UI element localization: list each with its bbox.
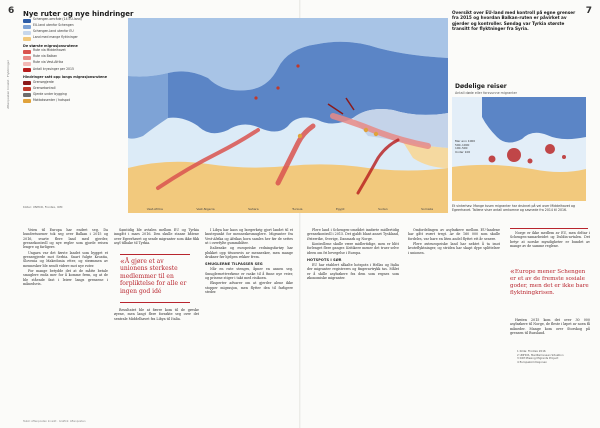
inset-legend-item: 500–1000	[455, 142, 470, 147]
footnote: 4 Europakommisjonen	[517, 359, 547, 364]
article-paragraph: Kontrollene skulle være midlertidige, men er blitt forlenget flere ganger. Kritikere mener det truer selve ideen om fri bevegelse i Europa.	[307, 242, 399, 255]
legend-group	[23, 18, 131, 41]
map-source-note: Kilder: UNHCR, Frontex, IOM	[23, 205, 63, 209]
legend-label: Schengen-område (14 EU-land)	[33, 17, 82, 21]
hotspot-marker	[374, 132, 378, 136]
article-column	[23, 228, 108, 287]
article-column	[114, 228, 199, 246]
legend-item	[23, 99, 131, 104]
legend-item	[23, 61, 131, 66]
article-column	[510, 318, 590, 336]
legend-label: Grensegjerde	[33, 79, 54, 84]
region-label: Sahara	[248, 207, 259, 211]
legend-swatch	[23, 19, 31, 23]
article-paragraph: Flere land i Schengen-området innførte midlertidig grensekontroll i 2015. Det gjaldt blant annet Tyskland, Østerrike, Sverige, Danmark og Norge.	[307, 228, 399, 241]
legend-label: Antall kryssinger per 2015	[33, 66, 74, 71]
quote-rule	[510, 228, 588, 229]
region-label: Vest-Afrika	[146, 207, 163, 211]
legend-item	[23, 55, 131, 60]
legend-item	[23, 49, 131, 54]
article-paragraph: Norge er ikke medlem av EU, men deltar i Schengen-samarbeidet og Dublin-avtalen. Det betyr at norske myndigheter er bundet av mange av de samme reglene.	[510, 231, 590, 249]
map-region-labels	[130, 207, 450, 211]
footnote: 1 Kilde: Frontex 2016	[517, 349, 546, 353]
legend-swatch	[23, 87, 31, 91]
right-page-number: 7	[585, 6, 592, 16]
article-column	[307, 228, 399, 281]
article-paragraph: Når en rute stenges, åpner en annen seg. Smuglernettverkene er raske til å finne nye veier, og prisene stiger i takt med risikoen.	[205, 267, 293, 280]
border-control-marker	[276, 86, 279, 89]
legend-swatch	[23, 81, 31, 85]
legend-heading: De største migrasjonsrutene	[23, 43, 78, 48]
death-bubble	[562, 155, 566, 159]
hotspot-marker	[298, 134, 302, 138]
legend-label: Schengen-land utenfor EU	[33, 29, 74, 34]
quote-mark-icon: «	[510, 267, 515, 276]
inset-legend-item: Mer enn 1000	[455, 139, 476, 143]
side-label: Aftenposten Innsikt · Flyktninger	[6, 60, 10, 109]
legend-label: Mottakssenter / hotspot	[33, 97, 70, 102]
legend-label: Rute via Balkan	[33, 54, 58, 59]
article-subheading: HOTSPOTS I SØR	[307, 257, 342, 262]
article-paragraph: For mange betydde det at de måtte betale smuglere enda mer for å komme frem, og at de ble stående fast i leirer langs grensene i månedsvis.	[23, 269, 108, 287]
legend-item	[23, 18, 131, 23]
article-paragraph: Omfordelingen av asylsøkere mellom EU-landene har gått svært tregt. Av de 160 000 som skulle fordeles, var bare en liten andel flyttet ett år senere.	[408, 228, 500, 241]
legend-item	[23, 81, 131, 86]
legend-item	[23, 87, 131, 92]
legend-label: Grensekontroll	[33, 85, 56, 90]
article-paragraph: Samtidig ble avtalen mellom EU og Tyrkia inngått i mars 2016. Den skulle stanse båtene over Egeerhavet og sende migranter som ikke fikk asyl tilbake til Tyrkia.	[114, 228, 199, 246]
death-bubble	[545, 144, 555, 154]
article-subheading: SMUGLERNE TILPASSER SEG	[205, 261, 263, 266]
legend-item	[23, 36, 131, 41]
legend-swatch	[23, 37, 31, 41]
article-paragraph: Ungarn var det første landet som bygget et grensegjerde mot Serbia. Snart fulgte Kroatia, Slovenia og Makedonia etter, og strømmen av mennesker ble sendt videre mot nye ruter.	[23, 250, 108, 268]
article-paragraph: Italienske og europeiske redningsfartøy har plukket opp titusenvis av mennesker, men mange drukner før hjelpen rekker frem.	[205, 246, 293, 260]
inset-legend	[455, 140, 483, 154]
pull-quote-text: Europe mener Schengen er et av de fremste sosiale goder, men det er ikke bare flyktningkrisen.	[510, 269, 589, 296]
border-control-marker	[296, 64, 299, 67]
legend-item	[23, 24, 131, 29]
byline: Tekst: Aftenposten Innsikt · Grafikk: Aftenposten	[23, 420, 86, 423]
legend-swatch	[23, 62, 31, 66]
legend-swatch	[23, 56, 31, 60]
region-label: Somalia	[421, 207, 434, 211]
map-callout: Oversikt over EU-land med kontroll på egne grenser fra 2015 og hvordan Balkan-ruten er påvirket av gjerder og kontroller. Søndag var Tyrkia største transitt for flyktninger fra Syria.	[452, 10, 576, 31]
quote-rule	[120, 254, 190, 255]
legend-swatch	[23, 68, 31, 72]
pull-quote	[510, 268, 590, 297]
article-column	[408, 228, 500, 256]
legend-group	[23, 75, 131, 103]
region-label: Vest-Nigeria	[196, 207, 215, 211]
hotspot-marker	[364, 128, 368, 132]
region-label: Sudan	[378, 207, 388, 211]
death-bubble	[528, 159, 533, 164]
article-paragraph: Eksperter advarer om at gjerder alene ikke stopper migrasjon, men flytter den til farligere steder.	[205, 281, 293, 294]
legend-label: Gjerde under bygging	[33, 91, 67, 96]
quote-mark-icon: «	[120, 257, 125, 266]
legend-label: EU-land utenfor Schengen	[33, 23, 74, 28]
region-label: Egypt	[335, 207, 345, 211]
map-title: Nye ruter og nye hindringer	[23, 10, 134, 18]
inset-subtitle: Antall døde eller forsvunne migranter	[455, 91, 518, 95]
inset-title: Dødelige reiser	[455, 83, 507, 90]
footnotes	[517, 350, 591, 364]
article-paragraph: EU har etablert såkalte hotspots i Hellas og Italia der migranter registreres og fingeravtrykk tas. Målet er å skille asylsøkere fra dem som regnes som økonomiske migranter.	[307, 262, 399, 280]
legend-swatch	[23, 31, 31, 35]
pull-quote-text: Å gjøre et av unionens sterkeste medlemmer til en forpliktelse for alle er ingen god idé	[120, 258, 187, 295]
left-page-number: 6	[8, 6, 15, 16]
legend-swatch	[23, 99, 31, 103]
inset-legend-item: Under 100	[455, 149, 471, 154]
legend-label: Land med mange flyktninger	[33, 35, 78, 40]
article-column	[205, 228, 293, 295]
legend-group	[23, 44, 131, 72]
death-bubble	[507, 148, 521, 162]
inset-legend-item: 100–500	[455, 146, 468, 151]
inset-caption: Et vinterhav: Mange tusen migranter har druknet på vei over Middelhavet og Egeerhavet. Tallene viser antall omkomne og savnede fra 2014 til 2016.	[452, 204, 575, 213]
region-label: Tunisia	[292, 207, 303, 211]
pull-quote	[120, 258, 192, 295]
death-bubble	[489, 156, 496, 163]
article-paragraph: I Libya har kaos og borgerkrig gjort landet til et knutepunkt for menneskesmuglere. Migranter fra Vest-Afrika og Afrikas horn samles her før de settes ut i overfylte gummibåter.	[205, 228, 293, 246]
legend-item	[23, 30, 131, 35]
legend-item	[23, 68, 131, 73]
legend-heading: Hindringer satt opp langs migrasjonsrutene	[23, 75, 107, 80]
quote-rule	[120, 302, 190, 303]
footnote: 2 UNHCR, Mediterranean Situation	[517, 352, 564, 357]
footnote: 3 IOM Missing Migrants Project	[517, 356, 559, 360]
legend-item	[23, 93, 131, 98]
legend-swatch	[23, 93, 31, 97]
article-paragraph: Veien til Europa har endret seg. Da hundretusener tok seg over Balkan i 2015 og 2016, svarte flere land med gjerder, grensekontroll og nye regler som gjorde reisen lengre og farligere.	[23, 228, 108, 250]
europe-route-map	[128, 18, 448, 213]
article-paragraph: Flere østeuropeiske land har nektet å ta imot kvoteflyktninger, og striden har skapt dype splittelser i unionen.	[408, 242, 500, 255]
legend-label: Rute via Middelhavet	[33, 48, 66, 53]
article-column	[510, 231, 590, 249]
article-paragraph: Resultatet ble at færre kom til de greske øyene, men langt flere forsøkte seg over det sentrale Middelhavet fra Libya til Italia.	[114, 308, 199, 321]
legend-label: Rute via Vest-Afrika	[33, 60, 64, 65]
legend-swatch	[23, 25, 31, 29]
article-paragraph: Høsten 2015 kom det over 30 000 asylsøkere til Norge, de fleste i løpet av noen få måneder. Mange kom over Storskog på grensen til Russland.	[510, 318, 591, 336]
map-legend	[23, 18, 131, 105]
legend-swatch	[23, 50, 31, 54]
article-column	[114, 308, 199, 322]
border-control-marker	[254, 96, 257, 99]
